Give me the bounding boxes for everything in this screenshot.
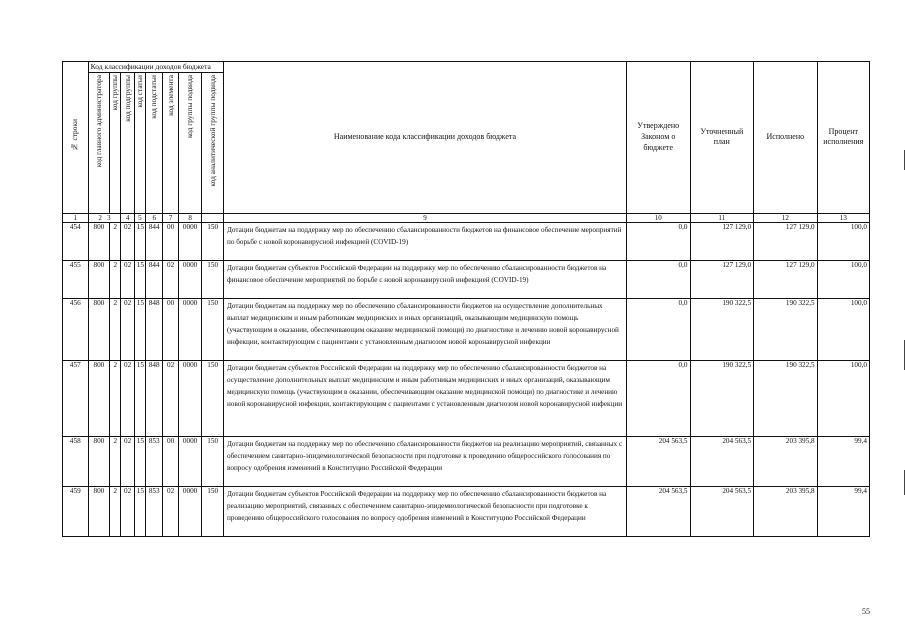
row-number-header-label: № строки — [70, 118, 80, 152]
column-number: 8 — [178, 213, 202, 222]
row-number-cell: 458 — [63, 436, 89, 486]
subtype-code-cell: 0000 — [178, 486, 202, 536]
article-code-cell: 15 — [134, 222, 145, 260]
admin-code-cell: 800 — [88, 486, 110, 536]
admin-code-cell: 800 — [88, 360, 110, 436]
revenue-name-cell: Дотации бюджетам субъектов Российской Федерации на поддержку мер по обеспечению сбалансированности бюджетов на осуществление дополнительных выплат медицинским и иным работникам медицинских и иных организаций, оказывающим медицинскую помощь (участвующим в оказании, обеспечивающим оказание медицинской помощи) по диагностике и лечению новой коронавирусной инфекции, контактирующим с пациентами с установленным диагнозом новой коронавирусной инфекции — [224, 360, 627, 436]
row-number-cell: 454 — [63, 222, 89, 260]
column-number: 5 — [134, 213, 145, 222]
column-number — [88, 213, 121, 222]
column-number: 7 — [163, 213, 178, 222]
group-code-cell: 2 — [110, 436, 121, 486]
budget-revenue-table — [62, 61, 870, 537]
percent-header: Процент исполнения — [817, 62, 869, 214]
classification-group-header: Код классификации доходов бюджета — [88, 62, 223, 73]
percent-cell: 99,4 — [817, 436, 869, 486]
code-header-group — [110, 72, 121, 213]
element-code-cell: 02 — [163, 486, 178, 536]
subtype-code-cell: 0000 — [178, 436, 202, 486]
group-code-cell: 2 — [110, 222, 121, 260]
admin-code-cell: 800 — [88, 222, 110, 260]
approved-cell: 0,0 — [626, 260, 690, 298]
code-header-label: код подстатьи — [149, 74, 159, 119]
column-number-label: 2 — [98, 213, 102, 222]
table-row — [63, 260, 870, 298]
approved-cell: 204 563,5 — [626, 486, 690, 536]
revenue-name-cell: Дотации бюджетам на поддержку мер по обеспечению сбалансированности бюджетов на финансовое обеспечение мероприятий по борьбе с новой коронавирусной инфекцией (COVID-19) — [224, 222, 627, 260]
refined-plan-cell: 127 129,0 — [690, 222, 754, 260]
percent-cell: 100,0 — [817, 298, 869, 360]
code-header-label: код группы — [110, 74, 120, 111]
column-number: 12 — [754, 213, 818, 222]
analytic-code-cell: 150 — [202, 436, 224, 486]
column-number: 1 — [63, 213, 89, 222]
column-number: 9 — [224, 213, 627, 222]
column-number-label: 3 — [107, 213, 111, 222]
executed-cell: 127 129,0 — [754, 222, 818, 260]
revenue-name-cell: Дотации бюджетам на поддержку мер по обеспечению сбалансированности бюджетов на реализацию мероприятий, связанных с обеспечением санитарно-эпидемиологической безопасности при подготовке к проведению общероссийского голосования по вопросу одобрения изменений в Конституцию Российской Федерации — [224, 436, 627, 486]
column-number: 4 — [121, 213, 134, 222]
group-code-cell: 2 — [110, 298, 121, 360]
table-row — [63, 222, 870, 260]
admin-code-cell: 800 — [88, 436, 110, 486]
executed-cell: 127 129,0 — [754, 260, 818, 298]
executed-cell: 190 322,5 — [754, 298, 818, 360]
table-body — [63, 222, 870, 536]
code-header-analytic — [202, 72, 224, 213]
approved-cell: 204 563,5 — [626, 436, 690, 486]
code-header-subtype — [178, 72, 202, 213]
analytic-code-cell: 150 — [202, 486, 224, 536]
row-number-header — [63, 62, 89, 214]
admin-code-cell: 800 — [88, 260, 110, 298]
refined-plan-cell: 204 563,5 — [690, 436, 754, 486]
subgroup-code-cell: 02 — [121, 222, 134, 260]
subtype-code-cell: 0000 — [178, 360, 202, 436]
column-number: 13 — [817, 213, 869, 222]
executed-header: Исполнено — [754, 62, 818, 214]
row-number-cell: 457 — [63, 360, 89, 436]
refined-plan-cell: 190 322,5 — [690, 298, 754, 360]
subgroup-code-cell: 02 — [121, 436, 134, 486]
approved-cell: 0,0 — [626, 360, 690, 436]
subarticle-code-cell: 844 — [146, 222, 163, 260]
element-code-cell: 00 — [163, 436, 178, 486]
group-code-cell: 2 — [110, 486, 121, 536]
code-header-subgroup — [121, 72, 134, 213]
analytic-code-cell: 150 — [202, 360, 224, 436]
article-code-cell: 15 — [134, 360, 145, 436]
percent-cell: 99,4 — [817, 486, 869, 536]
analytic-code-cell: 150 — [202, 298, 224, 360]
subtype-code-cell: 0000 — [178, 222, 202, 260]
approved-header: Утверждено Законом о бюджете — [626, 62, 690, 214]
article-code-cell: 15 — [134, 298, 145, 360]
group-code-cell: 2 — [110, 360, 121, 436]
article-code-cell: 15 — [134, 436, 145, 486]
page-number: 55 — [862, 607, 870, 616]
revenue-name-cell: Дотации бюджетам субъектов Российской Федерации на поддержку мер по обеспечению сбалансированности бюджетов на реализацию мероприятий, связанных с обеспечением санитарно-эпидемиологической безопасности при подготовке к проведению общероссийского голосования по вопросу одобрения изменений в Конституцию Российской Федерации — [224, 486, 627, 536]
executed-cell: 203 395,8 — [754, 436, 818, 486]
column-number: 10 — [626, 213, 690, 222]
column-number-row — [63, 213, 870, 222]
row-number-cell: 459 — [63, 486, 89, 536]
element-code-cell: 02 — [163, 360, 178, 436]
subgroup-code-cell: 02 — [121, 260, 134, 298]
executed-cell: 203 395,8 — [754, 486, 818, 536]
group-code-cell: 2 — [110, 260, 121, 298]
column-number: 11 — [690, 213, 754, 222]
table-row — [63, 436, 870, 486]
revenue-name-cell: Дотации бюджетам на поддержку мер по обеспечению сбалансированности бюджетов на осуществление дополнительных выплат медицинским и иным работникам медицинских и иных организаций, оказывающим медицинскую помощь (участвующим в оказании, обеспечивающим оказание медицинской помощи) по диагностике и лечению новой коронавирусной инфекции, контактирующим с пациентами с установленным диагнозом новой коронавирусной инфекции — [224, 298, 627, 360]
name-header: Наименование кода классификации доходов бюджета — [224, 62, 627, 214]
code-header-label: код статьи — [134, 74, 144, 108]
subarticle-code-cell: 853 — [146, 486, 163, 536]
element-code-cell: 00 — [163, 222, 178, 260]
column-number: 6 — [146, 213, 163, 222]
percent-cell: 100,0 — [817, 260, 869, 298]
analytic-code-cell: 150 — [202, 222, 224, 260]
analytic-code-cell: 150 — [202, 260, 224, 298]
element-code-cell: 00 — [163, 298, 178, 360]
article-code-cell: 15 — [134, 260, 145, 298]
approved-cell: 0,0 — [626, 222, 690, 260]
article-code-cell: 15 — [134, 486, 145, 536]
code-header-label: код аналитической группы подвида — [207, 74, 217, 187]
subarticle-code-cell: 844 — [146, 260, 163, 298]
code-header-article — [134, 72, 145, 213]
table-row — [63, 486, 870, 536]
refined-plan-cell: 190 322,5 — [690, 360, 754, 436]
code-header-admin — [88, 72, 110, 213]
code-header-label: код группы подвида — [185, 74, 195, 138]
approved-cell: 0,0 — [626, 298, 690, 360]
subtype-code-cell: 0000 — [178, 260, 202, 298]
table-row — [63, 298, 870, 360]
refined-plan-cell: 127 129,0 — [690, 260, 754, 298]
percent-cell: 100,0 — [817, 222, 869, 260]
subgroup-code-cell: 02 — [121, 486, 134, 536]
element-code-cell: 02 — [163, 260, 178, 298]
code-header-label: код подгруппы — [122, 74, 132, 122]
revenue-name-cell: Дотации бюджетам субъектов Российской Федерации на поддержку мер по обеспечению сбалансированности бюджетов на финансовое обеспечение мероприятий по борьбе с новой коронавирусной инфекцией (COVID-19) — [224, 260, 627, 298]
code-header-label: код главного администратора — [94, 74, 103, 167]
row-number-cell: 456 — [63, 298, 89, 360]
code-header-subarticle — [146, 72, 163, 213]
refined-plan-cell: 204 563,5 — [690, 486, 754, 536]
subgroup-code-cell: 02 — [121, 298, 134, 360]
subarticle-code-cell: 848 — [146, 360, 163, 436]
subarticle-code-cell: 848 — [146, 298, 163, 360]
admin-code-cell: 800 — [88, 298, 110, 360]
column-number — [202, 213, 224, 222]
table-header — [63, 62, 870, 223]
refined-plan-header: Уточненный план — [690, 62, 754, 214]
table-row — [63, 360, 870, 436]
percent-cell: 100,0 — [817, 360, 869, 436]
subarticle-code-cell: 853 — [146, 436, 163, 486]
subtype-code-cell: 0000 — [178, 298, 202, 360]
code-header-label: код элемента — [165, 74, 175, 116]
code-header-element — [163, 72, 178, 213]
subgroup-code-cell: 02 — [121, 360, 134, 436]
row-number-cell: 455 — [63, 260, 89, 298]
executed-cell: 190 322,5 — [754, 360, 818, 436]
